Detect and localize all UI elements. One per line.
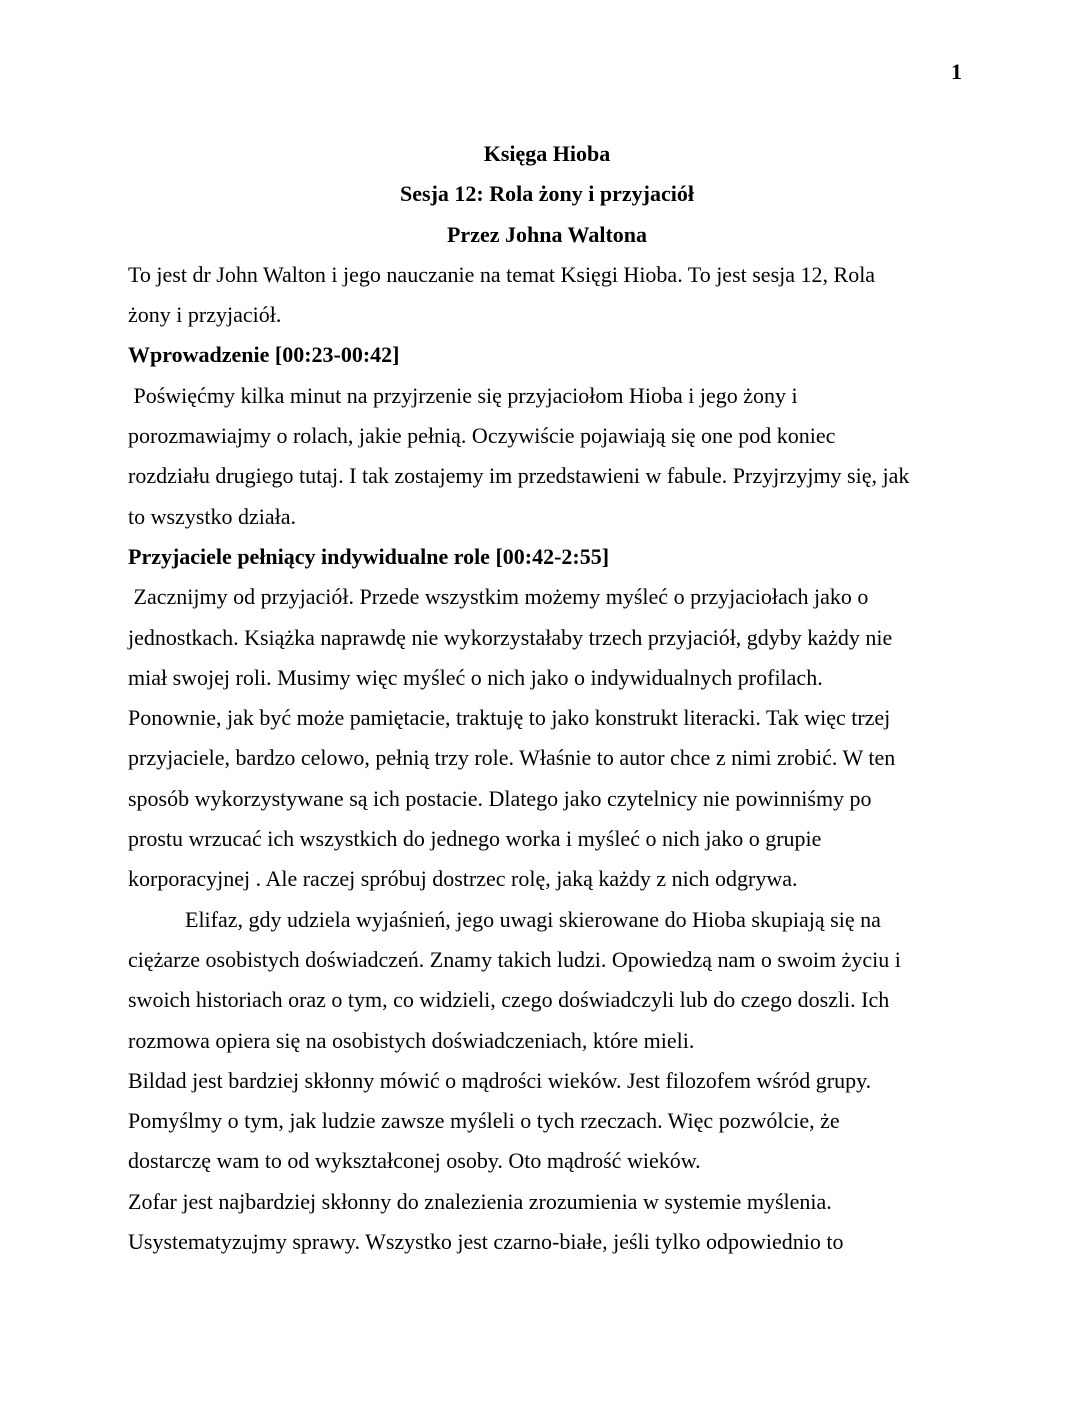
text-line: Poświęćmy kilka minut na przyjrzenie się przyjaciołom Hioba i jego żony i — [128, 382, 798, 408]
text-line: miał swojej roli. Musimy więc myśleć o nich jako o indywidualnych profilach. — [128, 664, 823, 690]
text-line: Zofar jest najbardziej skłonny do znalezienia zrozumienia w systemie myślenia. — [128, 1188, 832, 1214]
text-line: porozmawiajmy o rolach, jakie pełnią. Oczywiście pojawiają się one pod koniec — [128, 423, 836, 449]
paragraph-wprowadzenie — [128, 376, 966, 537]
title-block — [128, 134, 966, 255]
paragraph-bildad — [128, 1061, 966, 1182]
text-line: ciężarze osobistych doświadczeń. Znamy takich ludzi. Opowiedzą nam o swoim życiu i — [128, 946, 901, 972]
section-heading-text: Przyjaciele pełniący indywidualne role [00:42-2:55] — [128, 543, 610, 569]
text-line: dostarczę wam to od wykształconej osoby. Oto mądrość wieków. — [128, 1148, 701, 1174]
intro-paragraph — [128, 255, 966, 336]
text-line: rozmowa opiera się na osobistych doświadczeniach, które mieli. — [128, 1027, 695, 1053]
paragraph-elifaz — [128, 900, 966, 1061]
text-line: Ponownie, jak być może pamiętacie, traktuję to jako konstrukt literacki. Tak więc trzej — [128, 705, 891, 731]
text-line: korporacyjnej . Ale raczej spróbuj dostrzec rolę, jaką każdy z nich odgrywa. — [128, 866, 798, 892]
document-title: Księga Hioba — [483, 141, 611, 166]
text-line: sposób wykorzystywane są ich postacie. Dlatego jako czytelnicy nie powinniśmy po — [128, 785, 872, 811]
section-heading-przyjaciele — [128, 537, 966, 577]
session-subtitle: Sesja 12: Rola żony i przyjaciół — [400, 181, 694, 207]
page-number: 1 — [951, 59, 962, 84]
text-line: przyjaciele, bardzo celowo, pełnią trzy role. Właśnie to autor chce z nimi zrobić. W ten — [128, 745, 896, 771]
text-line: to wszystko działa. — [128, 503, 297, 529]
document-content — [128, 134, 966, 1262]
paragraph-ponownie — [128, 698, 966, 899]
paragraph-zofar — [128, 1182, 966, 1263]
author-line: Przez Johna Waltona — [446, 221, 648, 247]
text-line: prostu wrzucać ich wszystkich do jednego worka i myśleć o nich jako o grupie — [128, 826, 822, 852]
text-line: Pomyślmy o tym, jak ludzie zawsze myśleli o tych rzeczach. Więc pozwólcie, że — [128, 1108, 840, 1134]
text-line: żony i przyjaciół. — [128, 302, 282, 328]
text-line: Elifaz, gdy udziela wyjaśnień, jego uwagi skierowane do Hioba skupiają się na — [185, 906, 881, 932]
text-line: Bildad jest bardziej skłonny mówić o mądrości wieków. Jest filozofem wśród grupy. — [128, 1067, 872, 1093]
text-line: rozdziału drugiego tutaj. I tak zostajemy im przedstawieni w fabule. Przyjrzyjmy się, jak — [128, 463, 910, 489]
text-line: To jest dr John Walton i jego nauczanie na temat Księgi Hioba. To jest sesja 12, Rola — [128, 261, 876, 287]
text-line: swoich historiach oraz o tym, co widzieli, czego doświadczyli lub do czego doszli. Ich — [128, 987, 890, 1013]
section-heading-wprowadzenie — [128, 335, 966, 375]
paragraph-zacznijmy — [128, 577, 966, 698]
text-line: jednostkach. Książka naprawdę nie wykorzystałaby trzech przyjaciół, gdyby każdy nie — [128, 624, 893, 650]
text-line: Zacznijmy od przyjaciół. Przede wszystkim możemy myśleć o przyjaciołach jako o — [128, 584, 869, 610]
section-heading-text: Wprowadzenie [00:23-00:42] — [128, 342, 400, 368]
text-line: Usystematyzujmy sprawy. Wszystko jest czarno-białe, jeśli tylko odpowiednio to — [128, 1229, 844, 1255]
